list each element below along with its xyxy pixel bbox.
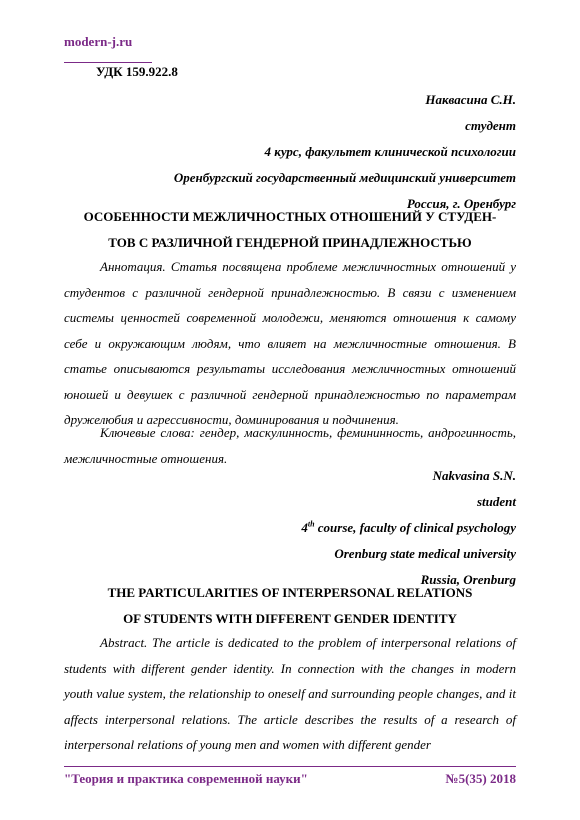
role-en: student: [476, 494, 516, 509]
title-ru: [64, 204, 516, 256]
university-en: Orenburg state medical university: [334, 546, 516, 561]
site-underline: [64, 62, 152, 63]
keywords-ru: Ключевые слова: гендер, маскулинность, фемининность, андрогинность, межличностные отношения.: [64, 425, 516, 466]
abstract-en: Abstract. The article is dedicated to the problem of interpersonal relations of students with different gender identity. In connection with the changes in modern youth value system, the relationship to oneself and surrounding people changes, and it affects interpersonal relations. The article describes the results of a research of interpersonal relations of young men and women with different gender: [64, 635, 516, 752]
title-ru-line1: ОСОБЕННОСТИ МЕЖЛИЧНОСТНЫХ ОТНОШЕНИЙ У СТУДЕН-: [83, 209, 497, 224]
title-ru-line2: ТОВ С РАЗЛИЧНОЙ ГЕНДЕРНОЙ ПРИНАДЛЕЖНОСТЬЮ: [108, 235, 472, 250]
course-en-suffix: th: [307, 519, 315, 529]
site-link[interactable]: modern-j.ru: [64, 34, 133, 49]
author-ru: Наквасина С.Н.: [425, 92, 516, 107]
footer-rule: [64, 766, 516, 767]
location-en: Russia, Orenburg: [420, 572, 516, 587]
footer-journal: "Теория и практика современной науки": [64, 771, 308, 786]
udk-code: УДК 159.922.8: [96, 64, 178, 79]
course-ru: 4 курс, факультет клинической психологии: [264, 144, 516, 159]
author-en: Nakvasina S.N.: [432, 468, 516, 483]
title-en-line2: OF STUDENTS WITH DIFFERENT GENDER IDENTITY: [123, 611, 457, 626]
course-en-text: course, faculty of clinical psychology: [314, 520, 516, 535]
course-en: [301, 520, 516, 536]
footer-issue: №5(35) 2018: [445, 771, 516, 786]
location-ru: Россия, г. Оренбург: [406, 196, 516, 211]
role-ru: студент: [465, 118, 516, 133]
annotation-ru: Аннотация. Статья посвящена проблеме межличностных отношений у студентов с различной гендерной принадлежностью. В связи с изменением системы ценностей современной молодежи, меняются отношения к самому себе и окружающим людям, что влияет на межличностные отношения. В статье описываются результаты исследования межличностных отношений юношей и девушек с различной гендерной принадлежностью по параметрам дружелюбия и агрессивности, доминирования и подчинения.: [64, 259, 516, 427]
title-en: [64, 580, 516, 632]
university-ru: Оренбургский государственный медицинский университет: [173, 170, 516, 185]
course-en-number: 4: [301, 520, 308, 535]
title-en-line1: THE PARTICULARITIES OF INTERPERSONAL RELATIONS: [107, 585, 473, 600]
